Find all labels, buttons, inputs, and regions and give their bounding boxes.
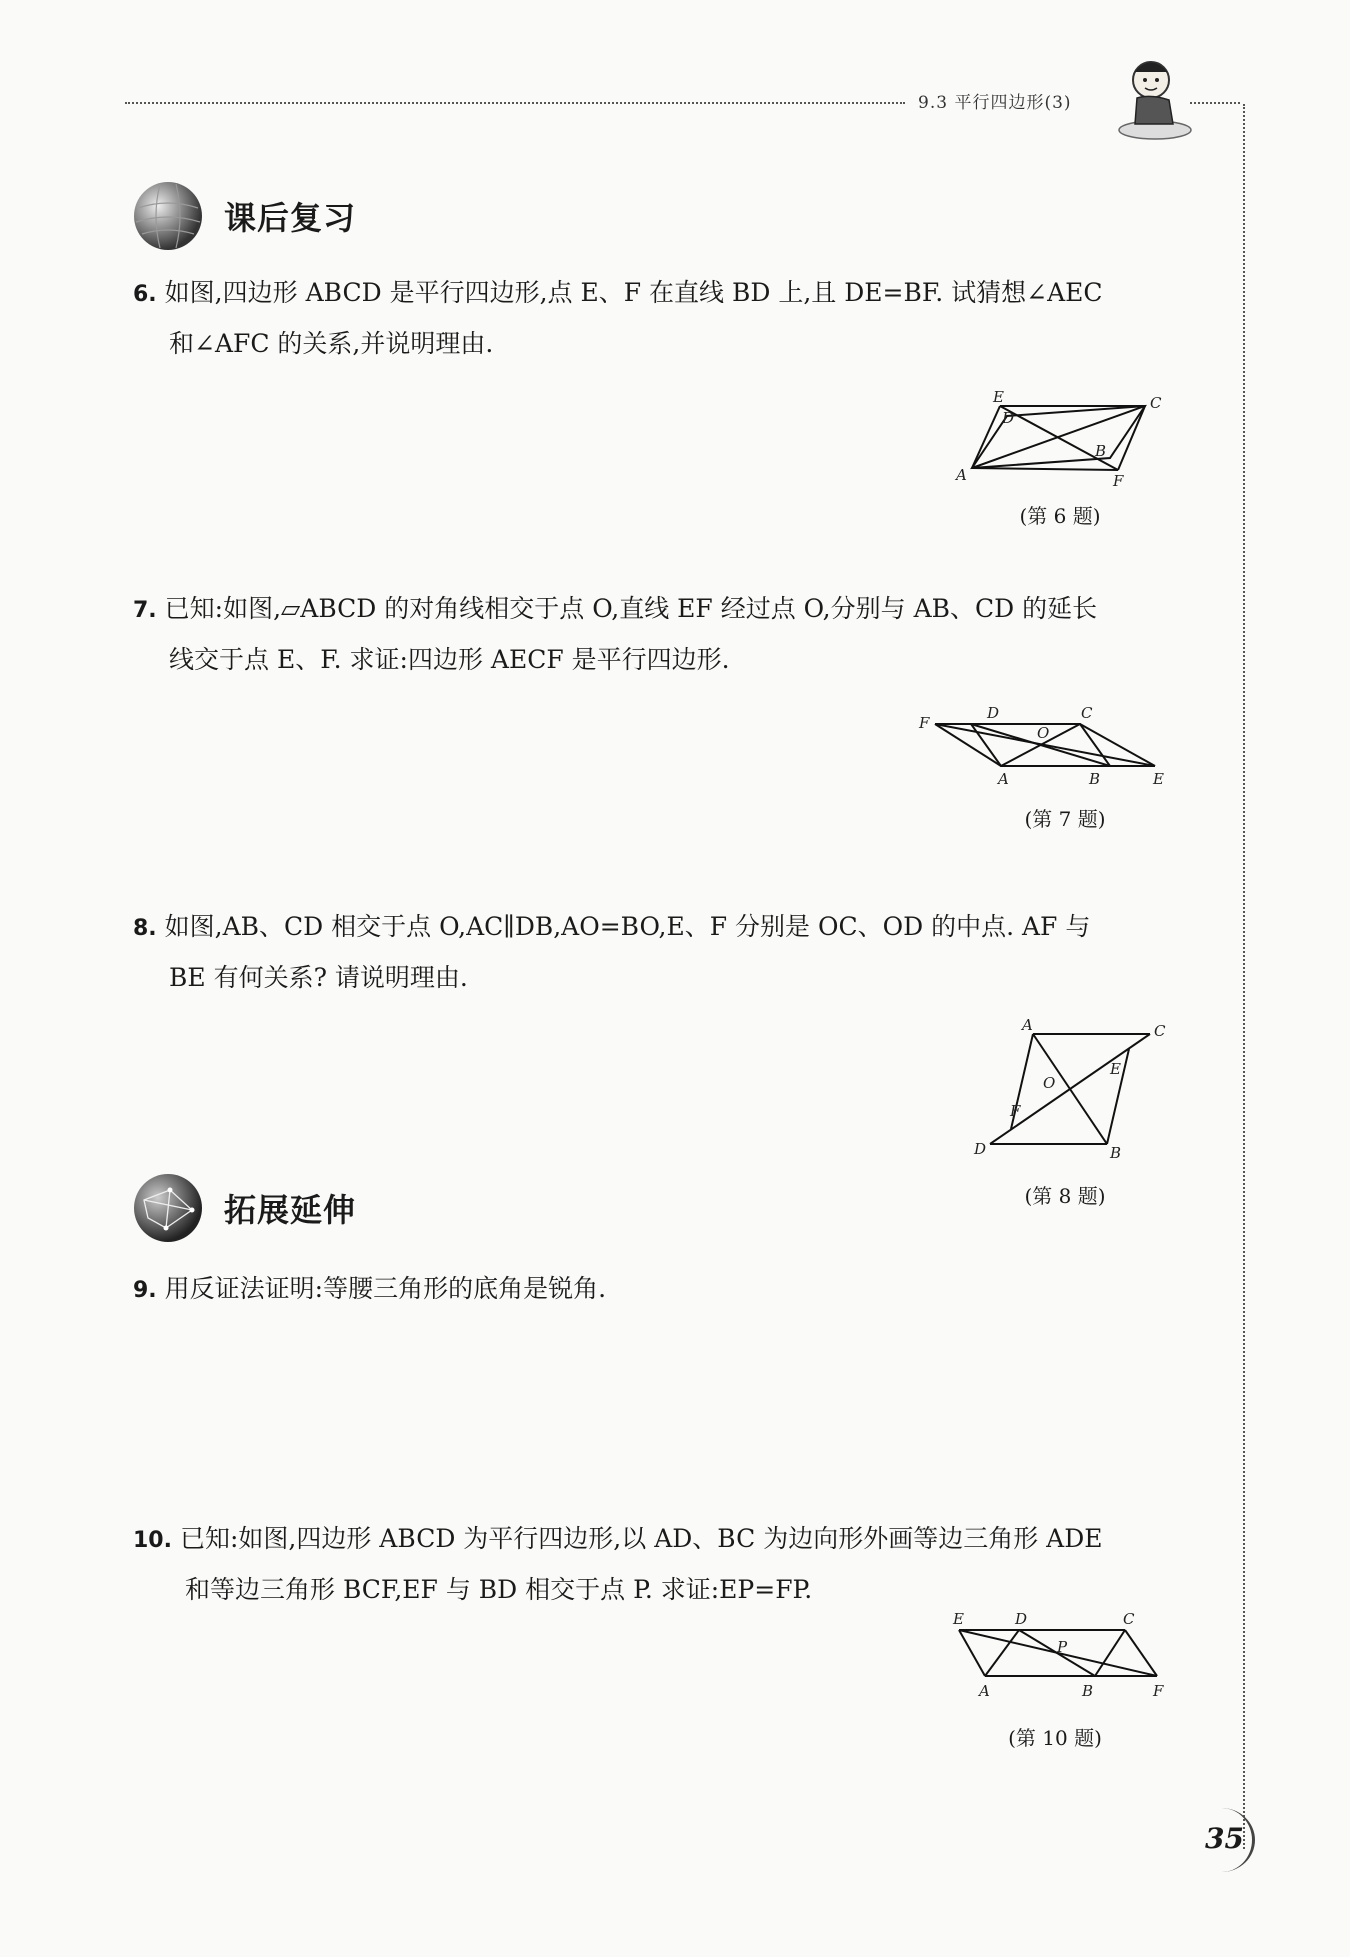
label-p: P (1057, 1638, 1068, 1656)
network-globe-icon (130, 1170, 206, 1246)
question-7 (133, 584, 1203, 684)
question-text-line1: 已知:如图,▱ABCD 的对角线相交于点 O,直线 EF 经过点 O,分别与 AB、CD 的延长 (164, 594, 1098, 623)
question-text-line2: 和等边三角形 BCF,EF 与 BD 相交于点 P. 求证:EP=FP. (185, 1575, 813, 1604)
label-c: C (1150, 394, 1162, 412)
label-f: F (919, 714, 930, 732)
label-c: C (1123, 1610, 1135, 1628)
section-title-review: 课后复习 (224, 199, 357, 237)
question-9 (133, 1264, 1203, 1315)
label-b: B (1089, 770, 1101, 788)
label-c: C (1154, 1022, 1166, 1040)
section-review-heading (130, 178, 356, 254)
label-d: D (974, 1140, 987, 1158)
question-number: 6. (133, 282, 157, 307)
question-6 (133, 268, 1203, 368)
label-b: B (1110, 1144, 1122, 1162)
figure-10 (945, 1610, 1185, 1714)
label-e: E (993, 388, 1004, 406)
question-8 (133, 902, 1203, 1002)
figure-7 (915, 700, 1175, 794)
figure-6 (950, 388, 1180, 492)
label-o: O (1037, 724, 1050, 742)
section-extension-heading (130, 1170, 356, 1246)
label-o: O (1043, 1074, 1056, 1092)
label-a: A (1022, 1016, 1033, 1034)
page-number: 35 (1205, 1822, 1244, 1855)
question-text-line1: 如图,四边形 ABCD 是平行四边形,点 E、F 在直线 BD 上,且 DE=BF. 试猜想∠AEC (164, 278, 1103, 307)
chapter-header: 9.3 平行四边形(3) (918, 93, 1072, 113)
label-a: A (979, 1682, 990, 1700)
label-e: E (1110, 1060, 1121, 1078)
label-b: B (1082, 1682, 1094, 1700)
question-text-line2: 和∠AFC 的关系,并说明理由. (169, 329, 494, 358)
section-title-extension: 拓展延伸 (224, 1191, 357, 1229)
question-text-line1: 如图,AB、CD 相交于点 O,AC∥DB,AO=BO,E、F 分别是 OC、OD 的中点. AF 与 (164, 912, 1091, 941)
label-e: E (1153, 770, 1164, 788)
header-dotted-rule (125, 102, 905, 104)
caption-figure-8: (第 8 题) (1024, 1184, 1106, 1208)
label-f: F (1113, 472, 1124, 488)
label-b: B (1095, 442, 1107, 460)
question-number: 7. (133, 598, 157, 623)
label-f: F (1153, 1682, 1164, 1700)
header-dotted-rule-right (1190, 102, 1240, 104)
mascot-icon (1115, 52, 1195, 146)
question-text-line2: 线交于点 E、F. 求证:四边形 AECF 是平行四边形. (169, 645, 730, 674)
question-text-line2: BE 有何关系? 请说明理由. (169, 963, 468, 992)
right-margin-dotted-rule (1243, 104, 1245, 1849)
label-f: F (1010, 1102, 1021, 1120)
caption-figure-6: (第 6 题) (1019, 504, 1101, 528)
question-number: 10. (133, 1528, 172, 1553)
label-d: D (1015, 1610, 1028, 1628)
label-d: D (987, 704, 1000, 722)
label-d: D (1002, 409, 1015, 427)
label-e: E (953, 1610, 964, 1628)
question-10 (133, 1514, 1203, 1614)
question-text-line1: 用反证法证明:等腰三角形的底角是锐角. (164, 1274, 607, 1303)
question-number: 9. (133, 1278, 157, 1303)
caption-figure-10: (第 10 题) (1008, 1726, 1102, 1750)
label-a: A (956, 466, 967, 484)
label-c: C (1081, 704, 1093, 722)
label-a: A (998, 770, 1009, 788)
question-text-line1: 已知:如图,四边形 ABCD 为平行四边形,以 AD、BC 为边向形外画等边三角形 ADE (179, 1524, 1103, 1553)
caption-figure-7: (第 7 题) (1024, 807, 1106, 831)
question-number: 8. (133, 916, 157, 941)
figure-8 (960, 1016, 1180, 1170)
globe-icon (130, 178, 206, 254)
